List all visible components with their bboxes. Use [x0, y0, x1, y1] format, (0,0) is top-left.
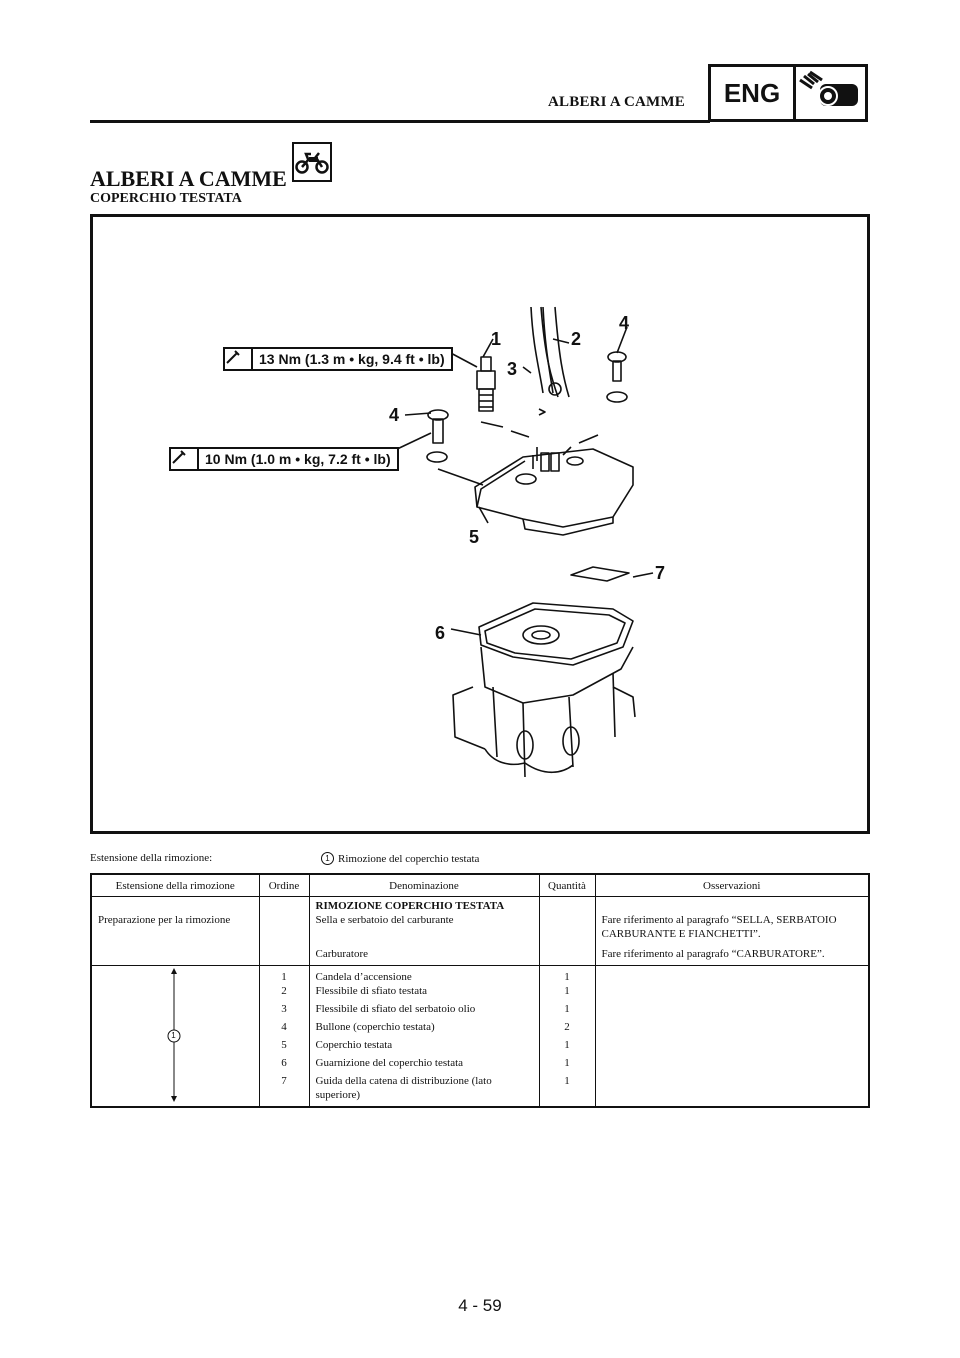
torque-wrench-icon	[171, 449, 199, 469]
table-header-row	[92, 875, 868, 897]
item-qty: 1	[539, 1074, 595, 1106]
removal-extent-text: Rimozione del coperchio testata	[338, 852, 480, 865]
col-header-name: Denominazione	[309, 875, 539, 897]
item-name: Candela d’accensione	[309, 966, 539, 985]
motorcycle-icon	[292, 142, 332, 182]
callout-3: 3	[507, 359, 518, 379]
wrench-engine-icon	[796, 67, 865, 119]
removal-table	[90, 873, 870, 1108]
callout-4-left: 4	[389, 405, 400, 425]
item-order: 3	[259, 1002, 309, 1020]
col-header-extent: Estensione della rimozione	[92, 875, 259, 897]
header-rule	[90, 120, 710, 123]
section-heading: RIMOZIONE COPERCHIO TESTATA	[309, 897, 539, 914]
table-row	[92, 897, 868, 914]
item-note: Fare riferimento al paragrafo “CARBURATORE”.	[601, 948, 825, 960]
extent-bracket-cell	[92, 966, 259, 1107]
item-order: 4	[259, 1020, 309, 1038]
table-row	[92, 966, 868, 985]
extent-marker: 1	[321, 852, 334, 865]
item-name: Bullone (coperchio testata)	[309, 1020, 539, 1038]
item-qty: 1	[539, 1002, 595, 1020]
callout-6: 6	[435, 623, 446, 643]
item-order: 1	[259, 966, 309, 985]
page-number: 4 - 59	[458, 1296, 502, 1315]
col-header-order: Ordine	[259, 875, 309, 897]
callout-5: 5	[469, 527, 480, 547]
item-qty: 2	[539, 1020, 595, 1038]
item-order: 6	[259, 1056, 309, 1074]
section-badge	[708, 64, 868, 122]
callout-4-right: 4	[619, 313, 630, 333]
item-name: Sella e serbatoio del carburante	[309, 913, 539, 947]
page-subtitle: COPERCHIO TESTATA	[90, 191, 242, 206]
callout-1: 1	[491, 329, 502, 349]
torque-spec-cover-bolt	[169, 447, 399, 471]
prep-label: Preparazione per la rimozione	[92, 913, 259, 947]
table-row	[92, 947, 868, 966]
item-name: Guarnizione del coperchio testata	[309, 1056, 539, 1074]
section-title: ALBERI A CAMME	[548, 94, 685, 110]
table-row	[92, 913, 868, 947]
torque-wrench-icon	[225, 349, 253, 369]
item-name: Coperchio testata	[309, 1038, 539, 1056]
cylinder-head-cover-drawing	[93, 217, 867, 831]
removal-extent-value	[321, 852, 479, 865]
item-name: Carburatore	[309, 947, 539, 966]
item-note: Fare riferimento al paragrafo “SELLA, SERBATOIO CARBURANTE E FIANCHETTI”.	[601, 914, 837, 940]
item-name: Flessibile di sfiato testata	[309, 984, 539, 1002]
badge-label: ENG	[711, 67, 796, 119]
item-order: 2	[259, 984, 309, 1002]
item-qty: 1	[539, 1056, 595, 1074]
item-qty: 1	[539, 966, 595, 985]
item-qty: 1	[539, 1038, 595, 1056]
item-order: 7	[259, 1074, 309, 1106]
torque-spec-spark-plug	[223, 347, 453, 371]
col-header-notes: Osservazioni	[595, 875, 868, 897]
col-header-qty: Quantità	[539, 875, 595, 897]
item-order: 5	[259, 1038, 309, 1056]
exploded-diagram	[90, 214, 870, 834]
removal-extent-label: Estensione della rimozione:	[90, 852, 213, 864]
page-title: ALBERI A CAMME	[90, 166, 287, 191]
torque-value: 13 Nm (1.3 m • kg, 9.4 ft • lb)	[259, 351, 445, 367]
item-name: Guida della catena di distribuzione (lato superiore)	[309, 1074, 539, 1106]
extent-marker: 1	[171, 1030, 176, 1040]
item-qty: 1	[539, 984, 595, 1002]
item-name: Flessibile di sfiato del serbatoio olio	[309, 1002, 539, 1020]
callout-2: 2	[571, 329, 582, 349]
callout-7: 7	[655, 563, 666, 583]
torque-value: 10 Nm (1.0 m • kg, 7.2 ft • lb)	[205, 451, 391, 467]
